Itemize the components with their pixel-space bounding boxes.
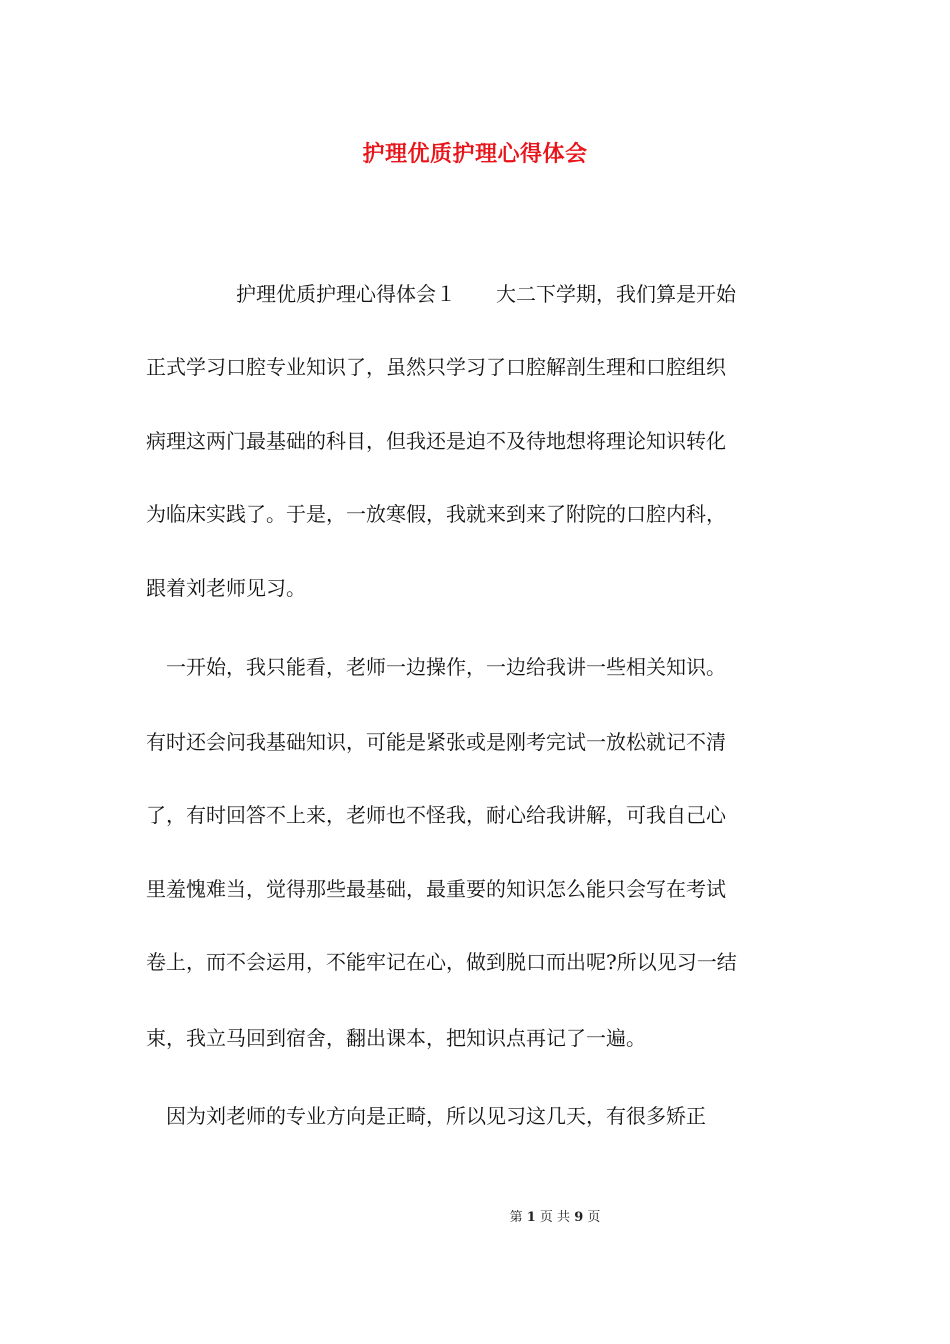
footer-page-number: 1: [526, 1210, 536, 1225]
footer-middle: 页 共: [539, 1210, 571, 1225]
body-line-5: 跟着刘老师见习。: [146, 576, 306, 600]
page-footer: [0, 1208, 950, 1228]
body-line-7: 有时还会问我基础知识，可能是紧张或是刚考完试一放松就记不清: [146, 730, 726, 754]
body-line-10: 卷上，而不会运用，不能牢记在心，做到脱口而出呢?所以见习一结: [146, 950, 737, 974]
body-line-11: 束，我立马回到宿舍，翻出课本，把知识点再记了一遍。: [146, 1026, 646, 1050]
body-line-8: 了，有时回答不上来，老师也不怪我，耐心给我讲解，可我自己心: [146, 803, 726, 827]
document-title: 护理优质护理心得体会: [362, 141, 588, 167]
footer-suffix: 页: [587, 1210, 601, 1225]
body-line-2: 正式学习口腔专业知识了，虽然只学习了口腔解剖生理和口腔组织: [146, 355, 726, 379]
body-line-4: 为临床实践了。于是，一放寒假，我就来到来了附院的口腔内科，: [146, 502, 726, 526]
body-line-3: 病理这两门最基础的科目，但我还是迫不及待地想将理论知识转化: [146, 429, 726, 453]
footer-prefix: 第: [509, 1210, 523, 1225]
body-line-1: 护理优质护理心得体会１ 大二下学期，我们算是开始: [236, 282, 736, 306]
body-line-9: 里羞愧难当，觉得那些最基础，最重要的知识怎么能只会写在考试: [146, 877, 726, 901]
footer-total-pages: 9: [574, 1210, 584, 1225]
body-line-12: 因为刘老师的专业方向是正畸，所以见习这几天，有很多矫正: [146, 1104, 706, 1128]
body-line-6: 一开始，我只能看，老师一边操作，一边给我讲一些相关知识。: [146, 655, 726, 679]
